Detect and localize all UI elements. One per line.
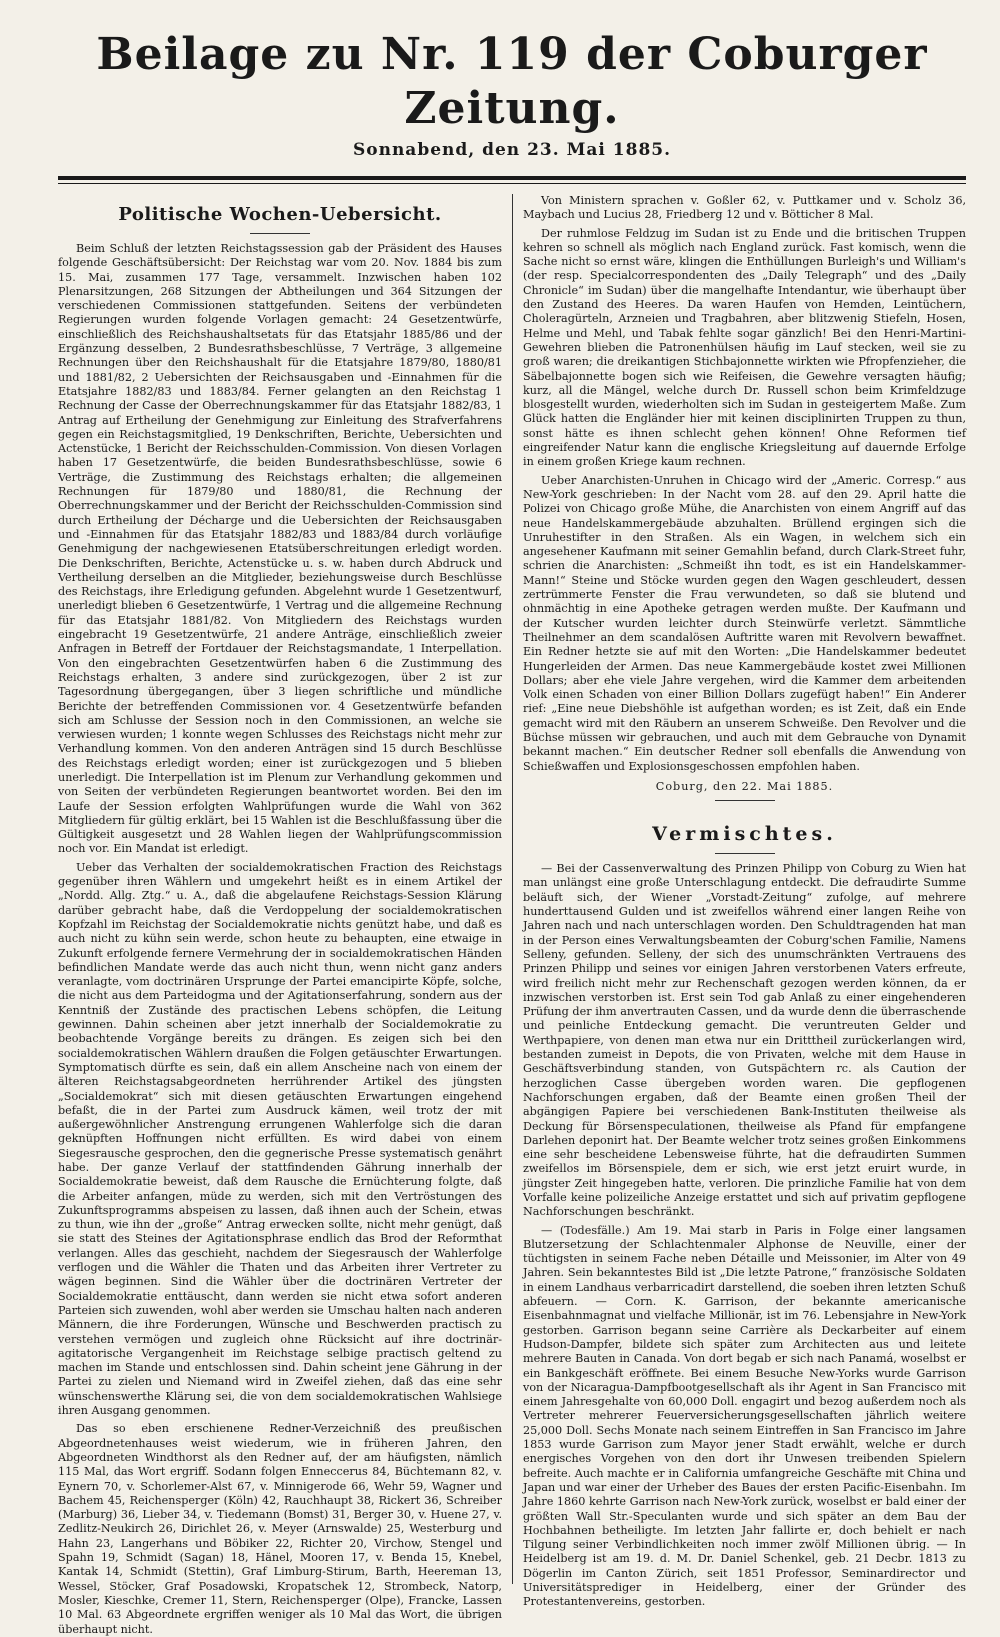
newspaper-title: Beilage zu Nr. 119 der Coburger Zeitung.: [96, 29, 928, 134]
signoff-dateline: Coburg, den 22. Mai 1885.: [655, 779, 834, 793]
section-heading-politics: Politische Wochen-Uebersicht.: [118, 204, 442, 225]
article-paragraph: — (Todesfälle.) Am 19. Mai starb in Paris in Folge einer langsamen Blutzersetzung der Schlachtenmaler Alphonse de Neuville, einer der tüchtigsten in seinem Fache neben Détaille und Meissonier, im Alter von 49 Jahren. Sein bekanntestes Bild ist „Die letzte Patrone,“ französische Soldaten in einem Landhaus verbarricadirt darstellend, die soeben ihren letzten Schuß abfeuern. — Corn. K. Garrison, der bekannte americanische Eisenbahnmagnat und vielfache Millionär, ist im 76. Lebensjahre in New-York gestorben. Garrison begann seine Carrière als Deckarbeiter auf einem Hudson-Dampfer, bildete sich später zum Architecten aus und leitete mehrere Bauten in Canada. Von dort begab er sich nach Panamá, woselbst er ein Bankgeschäft eröffnete. Bei einem Besuche New-Yorks wurde Garrison von der Nicaragua-Dampfbootgesellschaft als ihr Agent in San Francisco mit einem Jahresgehalte von 60,000 Doll. engagirt und bezog außerdem noch als Vertreter mehrerer Feuerversicherungsgesellschaften jährlich weitere 25,000 Doll. Sechs Monate nach seinem Eintreffen in San Francisco im Jahre 1853 wurde Garrison zum Mayor jener Stadt erwählt, welche er durch energisches Vorgehen von den dort ihr Unwesen treibenden Spielern befreite. Auch machte er in California umfangreiche Geschäfte mit China und Japan und war einer der Urheber des Baues der ersten Pacific-Eisenbahn. Im Jahre 1860 kehrte Garrison nach New-York zurück, woselbst er bald einer der größten Wall Str.-Speculanten wurde und sich später an dem Bau der Hochbahnen betheiligte. Im letzten Jahr fallirte er, doch behielt er nach Tilgung seiner Verbindlichkeiten noch immer zwölf Millionen übrig. — In Heidelberg ist am 19. d. M. Dr. Daniel Schenkel, geb. 21 Decbr. 1813 zu Dögerlin im Canton Zürich, seit 1851 Professor, Seminardirector und Universitätsprediger in Heidelberg, einer der Gründer des Protestantenvereins, gestorben.: [523, 1223, 966, 1609]
masthead: [58, 28, 966, 184]
article-paragraph: Von Ministern sprachen v. Goßler 62, v. Puttkamer und v. Scholz 36, Maybach und Lucius 28, Friedberg 12 und v. Bötticher 8 Mal.: [523, 194, 966, 222]
article-columns: [58, 194, 966, 1636]
issue-date: Sonnabend, den 23. Mai 1885.: [352, 140, 672, 160]
article-paragraph: Das so eben erschienene Redner-Verzeichniß des preußischen Abgeordnetenhauses weist wiederum, wie in früheren Jahren, den Abgeordneten Windthorst als den Redner auf, der am häufigsten, nämlich 115 Mal, das Wort ergriff. Sodann folgen Enneccerus 84, Büchtemann 82, v. Eynern 70, v. Schorlemer-Alst 67, v. Minnigerode 66, Wehr 59, Wagner und Bachem 45, Reichensperger (Köln) 42, Rauchhaupt 38, Rickert 36, Schreiber (Marburg) 36, Lieber 34, v. Tiedemann (Bomst) 31, Berger 30, v. Huene 27, v. Zedlitz-Neukirch 26, Dirichlet 26, v. Meyer (Arnswalde) 25, Westerburg und Hahn 23, Langerhans und Böbiker 22, Richter 20, Virchow, Stengel und Spahn 19, Schmidt (Sagan) 18, Hänel, Mooren 17, v. Benda 15, Knebel, Kantak 14, Schmidt (Stettin), Graf Limburg-Stirum, Barth, Heereman 13, Wessel, Stöcker, Graf Posadowski, Kropatschek 12, Strombeck, Natorp, Mosler, Kieschke, Cremer 11, Stern, Reichensperger (Olpe), Francke, Lassen 10 Mal. 63 Abgeordnete ergriffen weniger als 10 Mal das Wort, die übrigen überhaupt nicht.: [58, 1422, 502, 1636]
left-column: [58, 194, 512, 1636]
section-heading-miscellany: Vermischtes.: [652, 823, 837, 846]
masthead-rule-thin: [58, 183, 966, 184]
section-divider: [715, 800, 775, 801]
article-paragraph: Ueber Anarchisten-Unruhen in Chicago wird der „Americ. Corresp.“ aus New-York geschrieben: In der Nacht vom 28. auf den 29. April hatte die Polizei von Chicago große Mühe, die Anarchisten von einem Angriff auf das neue Handelskammergebäude abzuhalten. Brüllend ergingen sich die Unruhestifter in den Straßen. Als ein Wagen, in welchem sich ein angesehener Kaufmann mit seiner Gemahlin befand, durch Clark-Street fuhr, schrien die Anarchisten: „Schmeißt ihn todt, es ist ein Handelskammer-Mann!“ Steine und Stöcke wurden gegen den Wagen geschleudert, dessen zertrümmerte Fenster die Frau verwundeten, so daß sie blutend und ohnmächtig in eine Apotheke getragen werden mußte. Der Kaufmann und der Kutscher wurden leichter durch Steinwürfe verletzt. Sämmtliche Theilnehmer an dem scandalösen Auftritte waren mit Revolvern bewaffnet. Ein Redner hetzte sie auf mit den Worten: „Die Handelskammer bedeutet Hungerleiden der Armen. Das neue Kammergebäude kostet zwei Millionen Dollars; aber ehe viele Jahre vergehen, wird die Kammer dem arbeitenden Volk einen Schaden von einer Billion Dollars zugefügt haben!“ Ein Anderer rief: „Eine neue Diebshöhle ist aufgethan worden; es ist Zeit, daß ein Ende gemacht wird mit den Räubern an unserem Schweiße. Den Revolver und die Büchse müssen wir gebrauchen, und auch mit dem Gebrauche von Dynamit bekannt machen.“ Ein deutscher Redner soll ebenfalls die Anwendung von Schießwaffen und Explosionsgeschossen empfohlen haben.: [523, 473, 966, 773]
masthead-rule: [58, 176, 966, 180]
article-paragraph: Der ruhmlose Feldzug im Sudan ist zu Ende und die britischen Truppen kehren so schnell als möglich nach England zurück. Fast komisch, wenn die Sache nicht so ernst wäre, klingen die Enthüllungen Burleigh's und William's (der resp. Specialcorrespondenten des „Daily Telegraph“ und des „Daily Chronicle“ im Sudan) über die mangelhafte Intendantur, wie überhaupt über den Zustand des Heeres. Da waren Haufen von Hemden, Leintüchern, Choleragürteln, Arzneien und Tragbahren, aber blitzwenig Stiefeln, Hosen, Helme und Mehl, und Tabak fehlte sogar gänzlich! Bei den Henri-Martini-Gewehren blieben die Patronenhülsen häufig im Lauf stecken, weil sie zu groß waren; die dreikantigen Stichbajonnette wirkten wie Pfropfenzieher, die Säbelbajonnette bogen sich wie Reifeisen, die Gewehre versagten häufig; kurz, all die Mängel, welche durch Dr. Russell schon beim Krimfeldzuge blosgestellt wurden, wiederholten sich im Sudan in gesteigertem Maße. Zum Glück hatten die Engländer hier mit keinen disciplinirten Truppen zu thun, sonst hätte es ihnen schlecht gehen können! Ohne Reformen tief eingreifender Natur kann die englische Kriegsleitung auf dauernde Erfolge in einem großen Kriege kaum rechnen.: [523, 226, 966, 469]
heading-divider: [250, 233, 310, 234]
article-paragraph: — Bei der Cassenverwaltung des Prinzen Philipp von Coburg zu Wien hat man unlängst eine große Unterschlagung entdeckt. Die defraudirte Summe beläuft sich, der Wiener „Vorstadt-Zeitung“ zufolge, auf mehrere hunderttausend Gulden und ist zweifellos während einer langen Reihe von Jahren nach und nach unterschlagen worden. Den Schuldtragenden hat man in der Person eines Verwaltungsbeamten der Coburg'schen Familie, Namens Selleny, gefunden. Selleny, der sich des unumschränkten Vertrauens des Prinzen Philipp und seines vor einigen Jahren verstorbenen Vaters erfreute, wird freilich nicht mehr zur Rechenschaft gezogen werden können, da er inzwischen verstorben ist. Erst sein Tod gab Anlaß zu einer eingehenderen Prüfung der ihm anvertrauten Cassen, und da wurde denn die überraschende und peinliche Entdeckung gemacht. Die veruntreuten Gelder und Werthpapiere, von denen man etwa nur ein Dritttheil zurückerlangen wird, bestanden zumeist in Depots, die von Privaten, welche mit dem Hause in Geschäftsverbindung standen, von Gutspächtern rc. als Caution der herzoglichen Casse übergeben worden waren. Die gepflogenen Nachforschungen ergaben, daß der Beamte einen großen Theil der abgängigen Papiere bei verschiedenen Bank-Instituten theilweise als Deckung für Börsenspeculationen, theilweise als Pfand für empfangene Darlehen deponirt hat. Der Beamte welcher trotz seines großen Einkommens eine sehr bescheidene Lebensweise führte, hat die defraudirten Summen zweifellos im Börsenspiele, dem er sich, wie erst jetzt eruirt wurde, in jüngster Zeit hingegeben hatte, verloren. Die prinzliche Familie hat von dem Vorfalle keine polizeiliche Anzeige erstattet und sich auf privatim gepflogene Nachforschungen beschränkt.: [523, 862, 966, 1219]
article-paragraph: Ueber das Verhalten der socialdemokratischen Fraction des Reichstags gegenüber ihren Wählern und umgekehrt heißt es in einem Artikel der „Nordd. Allg. Ztg.“ u. A., daß die abgelaufene Reichstags-Session Klärung darüber gebracht habe, daß die Verdoppelung der socialdemokratischen Kopfzahl im Reichstag der Socialdemokratie nichts genützt habe, und daß es auch nicht zu kühn sein werde, schon heute zu behaupten, eine etwaige in Zukunft erfolgende fernere Vermehrung der in socialdemokratischen Händen befindlichen Mandate werde das auch nicht thun, wenn nicht ganz anders veranlagte, vom doctrinären Ursprunge der Partei emancipirte Köpfe, solche, die nicht aus dem Parteidogma und der Agitationserfahrung, sondern aus der Kenntniß der Zustände des practischen Lebens schöpfen, die Leitung gewinnen. Dahin scheinen aber jetzt innerhalb der Socialdemokratie zu beobachtende Vorgänge bereits zu drängen. Es zeigen sich bei den socialdemokratischen Wählern draußen die Folgen getäuschter Erwartungen. Symptomatisch dürfte es sein, daß ein allem Anscheine nach von einem der älteren Reichstagsabgeordneten herrührender Artikel des jüngsten „Socialdemokrat“ sich mit diesen getäuschten Erwartungen eingehend befaßt, die in der Partei zum Ausdruck kämen, weil trotz der mit außergewöhnlicher Anstrengung errungenen Wahlerfolge sich die daran geknüpften Hoffnungen nicht erfüllten. Es wird dabei von einem Siegesrausche gesprochen, den die gegnerische Presse systematisch genährt habe. Der ganze Verlauf der stattfindenden Gährung innerhalb der Socialdemokratie beweist, daß dem Rausche die Ernüchterung folgte, daß die Arbeiter anfangen, müde zu werden, sich mit den Vertröstungen des Zukunftsprogramms abspeisen zu lassen, daß ihnen auch der Schein, etwas zu thun, wie ihn der „große“ Antrag erwecken sollte, nicht mehr genügt, daß sie statt des Steines der Agitationsphrase endlich das Brod der Reformthat verlangen. Alles das geschieht, nachdem der Siegesrausch der Wahlerfolge verflogen und die Wähler die Thaten und das Arbeiten ihrer Vertreter zu wägen beginnen. Sind die Wähler über die doctrinären Vertreter der Socialdemokratie enttäuscht, dann werden sie nicht etwa sofort anderen Parteien sich zuwenden, wohl aber werden sie Umschau halten nach anderen Männern, die ihre Forderungen, Wünsche und Beschwerden practisch zu verstehen vermögen und zugleich ohne Rücksicht auf ihre doctrinär-agitatorische Vergangenheit im Reichstage selbige practisch geltend zu machen im Stande und entschlossen sind. Dahin scheint jene Gährung in der Partei zu zielen und Niemand wird in Zweifel ziehen, daß das eine sehr wünschenswerthe Klärung sei, die von dem socialdemokratischen Wahlsiege ihren Ausgang genommen.: [58, 860, 502, 1418]
heading-divider: [715, 853, 775, 854]
article-paragraph: Beim Schluß der letzten Reichstagssession gab der Präsident des Hauses folgende Geschäftsübersicht: Der Reichstag war vom 20. Nov. 1884 bis zum 15. Mai, zusammen 177 Tage, versammelt. Inzwischen haben 102 Plenarsitzungen, 268 Sitzungen der Abtheilungen und 364 Sitzungen der verschiedenen Commissionen stattgefunden. Seitens der verbündeten Regierungen wurden folgende Vorlagen gemacht: 24 Gesetzentwürfe, einschließlich des Reichshaushaltsetats für das Etatsjahr 1885/86 und der Ergänzung desselben, 2 Bundesrathsbeschlüsse, 7 Verträge, 3 allgemeine Rechnungen über den Reichshaushalt für die Etatsjahre 1879/80, 1880/81 und 1881/82, 2 Uebersichten der Reichsausgaben und -Einnahmen für die Etatsjahre 1882/83 und 1883/84. Ferner gelangten an den Reichstag 1 Rechnung der Casse der Oberrechnungskammer für das Etatsjahr 1882/83, 1 Antrag auf Ertheilung der Genehmigung zur Einleitung des Strafverfahrens gegen ein Reichstagsmitglied, 19 Denkschriften, Berichte, Uebersichten und Actenstücke, 1 Bericht der Reichsschulden-Commission. Von diesen Vorlagen haben 17 Gesetzentwürfe, die beiden Bundesrathsbeschlüsse, sowie 6 Verträge, die Zustimmung des Reichstags erhalten; die allgemeinen Rechnungen für 1879/80 und 1880/81, die Rechnung der Oberrechnungskammer und der Bericht der Reichsschulden-Commission sind durch Ertheilung der Décharge und die Uebersichten der Reichsausgaben und -Einnahmen für das Etatsjahr 1882/83 und 1883/84 durch vorläufige Genehmigung der nachgewiesenen Etatsüberschreitungen erledigt worden. Die Denkschriften, Berichte, Actenstücke u. s. w. haben durch Abdruck und Vertheilung derselben an die Mitglieder, beziehungsweise durch Beschlüsse des Reichstags, ihre Erledigung gefunden. Abgelehnt wurde 1 Gesetzentwurf, unerledigt blieben 6 Gesetzentwürfe, 1 Vertrag und die allgemeine Rechnung für das Etatsjahr 1881/82. Von Mitgliedern des Reichstags wurden eingebracht 19 Gesetzentwürfe, 21 andere Anträge, einschließlich zweier Anfragen in Betreff der Fortdauer der Reichstagsmandate, 1 Interpellation. Von den eingebrachten Gesetzentwürfen haben 6 die Zustimmung des Reichstags erhalten, 3 andere sind zurückgezogen, über 2 ist zur Tagesordnung übergegangen, über 3 liegen schriftliche und mündliche Berichte der betreffenden Commissionen vor. 4 Gesetzentwürfe befanden sich am Schlusse der Session noch in den Commissionen, an welche sie verwiesen wurden; 1 konnte wegen Schlusses des Reichstags nicht mehr zur Verhandlung kommen. Von den anderen Anträgen sind 15 durch Beschlüsse des Reichstags erledigt worden; einer ist zurückgezogen und 5 blieben unerledigt. Die Interpellation ist im Plenum zur Verhandlung gekommen und von Seiten der verbündeten Regierungen beantwortet worden. Bei den im Laufe der Session erfolgten Wahlprüfungen wurde die Wahl von 362 Mitgliedern für gültig erklärt, bei 15 Wahlen ist die Beschlußfassung über die Gültigkeit ausgesetzt und 28 Wahlen liegen der Wahlprüfungscommission noch vor. Ein Mandat ist erledigt.: [58, 242, 502, 856]
right-column: [512, 194, 966, 1609]
